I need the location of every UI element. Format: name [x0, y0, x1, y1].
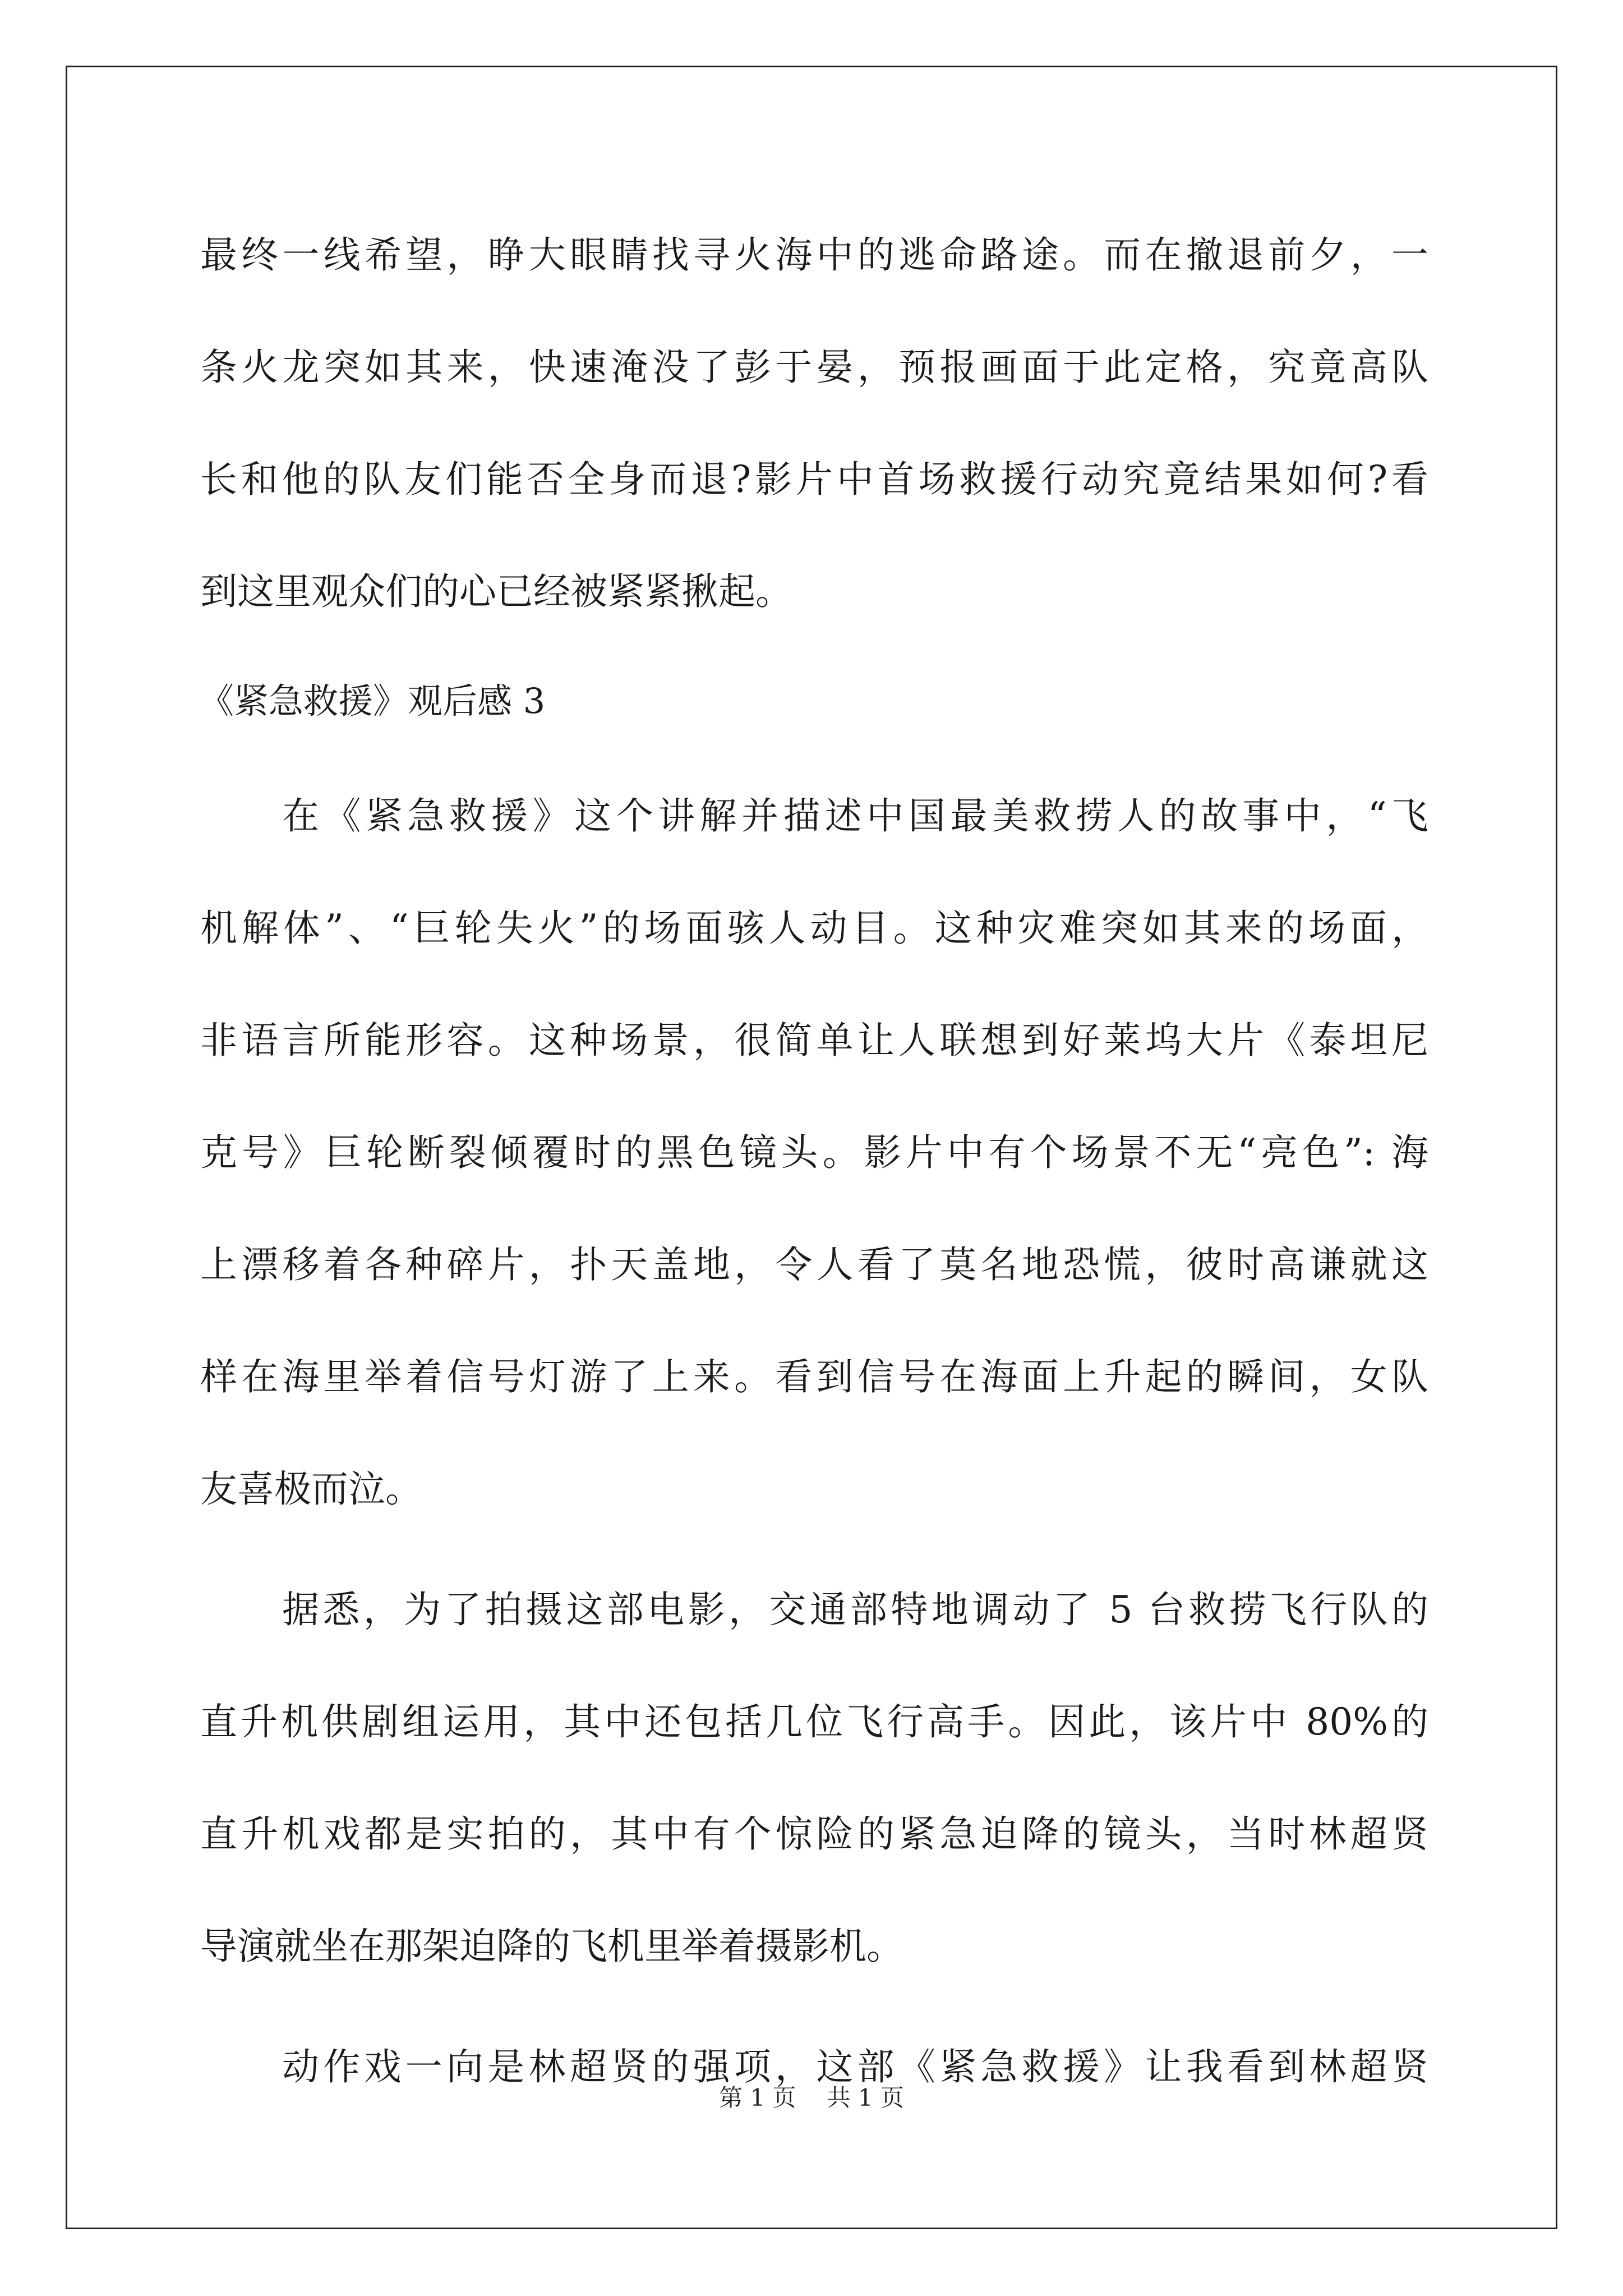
text-line: 直升机供剧组运用，其中还包括几位飞行高手。因此，该片中 80%的 [200, 1700, 1428, 1743]
text-line: 克号》巨轮断裂倾覆时的黑色镜头。影片中有个场景不无“亮色”: 海 [200, 1131, 1428, 1174]
document-body [200, 199, 1428, 2123]
text-line: 到这里观众们的心已经被紧紧揪起。 [200, 570, 792, 613]
text-line: 最终一线希望，睁大眼睛找寻火海中的逃命路途。而在撤退前夕，一 [200, 233, 1428, 277]
page-total: 共 1 页 [827, 2084, 904, 2111]
page-footer [0, 2082, 1623, 2114]
text-line: 非语言所能形容。这种场景，很简单让人联想到好莱坞大片《泰坦尼 [200, 1019, 1428, 1062]
page-number: 第 1 页 [719, 2084, 796, 2111]
text-line: 样在海里举着信号灯游了上来。看到信号在海面上升起的瞬间，女队 [200, 1355, 1428, 1398]
text-line: 上漂移着各种碎片，扑天盖地，令人看了莫名地恐慌，彼时高谦就这 [200, 1243, 1428, 1286]
text-line: 友喜极而泣。 [200, 1467, 422, 1511]
text-line: 机解体”、“巨轮失火”的场面骇人动目。这种灾难突如其来的场面， [200, 907, 1428, 950]
section-heading: 《紧急救援》观后感 3 [199, 680, 546, 721]
paragraph-first-line: 动作戏一向是林超贤的强项，这部《紧急救援》让我看到林超贤 [282, 2045, 1428, 2088]
paragraph-first-line: 据悉，为了拍摄这部电影，交通部特地调动了 5 台救捞飞行队的 [282, 1588, 1428, 1631]
text-line: 长和他的队友们能否全身而退?影片中首场救援行动究竟结果如何?看 [200, 458, 1428, 501]
text-line: 条火龙突如其来，快速淹没了彭于晏，预报画面于此定格，究竟高队 [200, 346, 1428, 389]
text-line: 直升机戏都是实拍的，其中有个惊险的紧急迫降的镜头，当时林超贤 [200, 1812, 1428, 1856]
paragraph-first-line: 在《紧急救援》这个讲解并描述中国最美救捞人的故事中，“飞 [282, 794, 1428, 838]
text-line: 导演就坐在那架迫降的飞机里举着摄影机。 [200, 1925, 903, 1968]
